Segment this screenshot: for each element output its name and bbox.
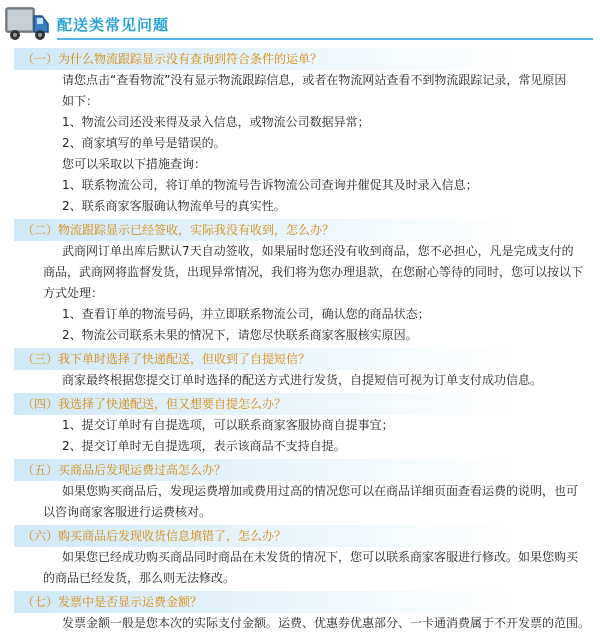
faq-answer-line: 的商品已经发货，那么则无法修改。 xyxy=(43,571,236,585)
faq-question: （一）为什么物流跟踪显示没有查询到符合条件的运单？ xyxy=(14,48,600,70)
faq-section-4 xyxy=(0,393,600,457)
page-header xyxy=(0,0,600,52)
truck-icon xyxy=(4,2,50,46)
faq-section-6 xyxy=(0,525,600,589)
faq-answer-line: 武商网订单出库后默认7天自动签收，如果届时您还没有收到商品，您不必担心，凡是完成支付的 xyxy=(62,244,574,258)
faq-answer-line: 1、查看订单的物流号码，并立即联系物流公司，确认您的商品状态； xyxy=(62,307,430,321)
faq-answer-line: 如果您已经成功购买商品同时商品在未发货的情况下，您可以联系商家客服进行修改。如果您购买 xyxy=(62,550,579,564)
faq-answer-line: 请您点击“查看物流”没有显示物流跟踪信息，或者在物流网站查看不到物流跟踪记录，常见原因 xyxy=(62,73,567,87)
faq-answer-line: 发票金额一般是您本次的实际支付金额。运费、优惠券优惠部分、一卡通消费属于不开发票的范围。 xyxy=(62,616,591,630)
page-title: 配送类常见问题 xyxy=(57,16,170,34)
faq-answer-line: 如下： xyxy=(62,94,99,108)
faq-answer-line: 以咨询商家客服进行运费核对。 xyxy=(43,505,212,519)
faq-answer-line: 1、物流公司还没来得及录入信息，或物流公司数据异常； xyxy=(62,115,370,129)
faq-answer-line: 1、联系物流公司，将订单的物流号告诉物流公司查询并催促其及时录入信息； xyxy=(62,178,478,192)
faq-answer-line: 您可以采取以下措施查询： xyxy=(62,157,207,171)
faq-answer-line: 2、提交订单时无自提选项，表示该商品不支持自提。 xyxy=(62,439,346,453)
faq-section-2 xyxy=(0,219,600,346)
faq-question: （三）我下单时选择了快递配送，但收到了自提短信？ xyxy=(14,348,600,370)
faq-question: （二）物流跟踪显示已经签收，实际我没有收到，怎么办？ xyxy=(14,219,600,241)
faq-answer-line: 2、物流公司联系未果的情况下，请您尽快联系商家客服核实原因。 xyxy=(62,328,418,342)
faq-question: （六）购买商品后发现收货信息填错了，怎么办？ xyxy=(14,525,600,547)
title-divider xyxy=(57,38,593,40)
faq-question: （七）发票中是否显示运费金额？ xyxy=(14,591,600,613)
faq-answer-line: 商家最终根据您提交订单时选择的配送方式进行发货，自提短信可视为订单支付成功信息。 xyxy=(62,373,543,387)
faq-section-3 xyxy=(0,348,600,391)
faq-answer-line: 1、提交订单时有自提选项，可以联系商家客服协商自提事宜； xyxy=(62,418,394,432)
faq-answer-line: 2、商家填写的单号是错误的。 xyxy=(62,136,226,150)
faq-answer-line: 商品，武商网将监督发货，出现异常情况，我们将为您办理退款，在您耐心等待的同时，您可以按以下 xyxy=(43,265,584,279)
faq-section-1 xyxy=(0,48,600,217)
faq-question: （五）买商品后发现运费过高怎么办？ xyxy=(14,459,600,481)
faq-answer-line: 方式处理： xyxy=(43,286,104,300)
faq-question: （四）我选择了快递配送，但又想要自提怎么办？ xyxy=(14,393,600,415)
faq-answer-line: 2、联系商家客服确认物流单号的真实性。 xyxy=(62,199,286,213)
faq-section-7 xyxy=(0,591,600,634)
faq-answer-line: 如果您购买商品后，发现运费增加或费用过高的情况您可以在商品详细页面查看运费的说明，也可 xyxy=(62,484,579,498)
faq-section-5 xyxy=(0,459,600,523)
faq-content xyxy=(0,46,600,634)
